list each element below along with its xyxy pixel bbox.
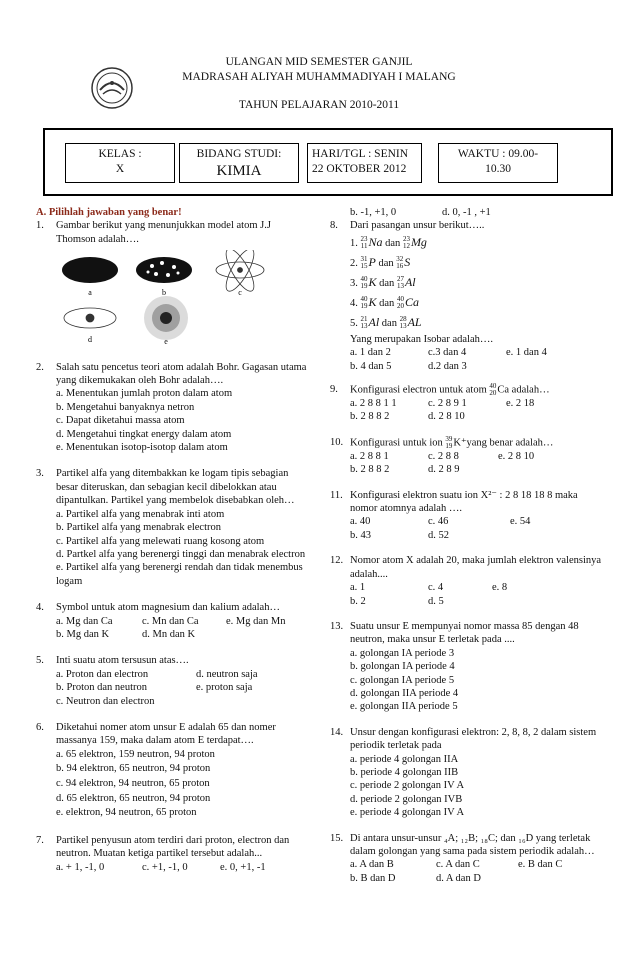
hari-label: HARI/TGL : SENIN <box>312 148 409 160</box>
q10-opts-row1 <box>330 450 606 463</box>
q8-pair-b-symbol: Al <box>404 274 416 289</box>
q15-opt-e: e. B dan C <box>518 859 563 871</box>
q8-pair-connector: dan <box>379 297 395 309</box>
q2-opt-a: a. Menentukan jumlah proton dalam atom <box>56 388 233 400</box>
q9-opt-e: e. 2 18 <box>506 398 535 410</box>
q8-opt-d: d.2 dan 3 <box>428 360 467 372</box>
q8-pair-b-isotope <box>397 296 404 310</box>
header-line1: ULANGAN MID SEMESTER GANJIL <box>225 56 413 68</box>
q6-opt-a: a. 65 elektron, 159 neutron, 94 proton <box>56 748 215 760</box>
q13-opt-e: e. golongan IIA periode 5 <box>350 701 458 713</box>
q12-opt-b: b. 2 <box>350 595 366 607</box>
atom-model-a <box>62 257 118 283</box>
q8-pair-a-symbol: K <box>368 274 377 289</box>
q14-opt-d: d. periode 2 golongan IVB <box>350 793 463 805</box>
q9-opt-c: c. 2 8 9 1 <box>428 398 467 410</box>
q12-number: 12. <box>330 555 344 567</box>
q13-opt-b: b. golongan IA periode 4 <box>350 661 455 673</box>
q3-opt-b: b. Partikel alfa yang menabrak electron <box>56 522 222 534</box>
q4-opt-c: c. Mn dan Ca <box>142 615 199 627</box>
q8-pair-connector: dan <box>381 317 397 329</box>
q8-pair-a-num: 19 <box>360 282 368 291</box>
q12-opt-e: e. 8 <box>492 582 508 594</box>
kelas-value: X <box>115 163 125 175</box>
q11-number: 11. <box>330 489 343 501</box>
q8-pair-number: 2. <box>350 257 358 269</box>
q2-number: 2. <box>36 361 44 373</box>
q1-number: 1. <box>36 220 44 232</box>
kelas-cell <box>65 143 175 183</box>
q11-text: Konfigurasi elektron suatu ion X²⁻ : 2 8 18 18 8 maka nomor atomnya adalah …. <box>350 489 578 515</box>
q7-opt-c: c. +1, -1, 0 <box>142 861 188 873</box>
q2-opt-b: b. Mengetahui banyaknya netron <box>56 401 195 413</box>
q13-opt-c: c. golongan IA periode 5 <box>350 674 455 686</box>
q15-opt-a: a. A dan B <box>350 859 394 871</box>
q13-opt-d: d. golongan IIA periode 4 <box>350 687 459 699</box>
q5-opts-row2 <box>36 681 308 694</box>
header-line2: MADRASAH ALIYAH MUHAMMADIYAH I MALANG <box>182 71 456 83</box>
right-column <box>330 206 606 885</box>
q8-pair-b-num: 13 <box>396 282 404 291</box>
q12-opt-d: d. 5 <box>428 595 444 607</box>
atom-label-b: b <box>162 288 166 298</box>
q11-opt-a: a. 40 <box>350 516 371 528</box>
q1-text: Gambar berikut yang menunjukkan model atom J.J Thomson adalah…. <box>56 220 271 245</box>
q8-pair-1 <box>330 233 606 253</box>
q8-pair-b-symbol: Ca <box>404 294 419 309</box>
q5-opt-b: b. Proton dan neutron <box>56 682 147 694</box>
q6-opt-b: b. 94 elektron, 65 neutron, 94 proton <box>56 763 211 775</box>
bidang-cell <box>179 143 299 183</box>
q11-opt-e: e. 54 <box>510 516 531 528</box>
q8-pair-a-isotope <box>361 296 368 310</box>
q14-opt-c: c. periode 2 golongan IV A <box>350 780 465 792</box>
q8-pair-a-symbol: Na <box>368 234 383 249</box>
q9-opt-a: a. 2 8 8 1 1 <box>350 398 397 410</box>
q7-opt-d: d. 0, -1 , +1 <box>442 207 491 218</box>
header-line3: TAHUN PELAJARAN 2010-2011 <box>238 99 400 111</box>
q15-opts-row2 <box>330 872 606 885</box>
q3-opt-e: e. Partikel alfa yang berenergi rendah dan tidak menembus logam <box>56 562 303 587</box>
waktu-label: WAKTU : 09.00- <box>457 148 539 160</box>
q8-opt-a: a. 1 dan 2 <box>350 347 391 359</box>
q8-pair-number: 3. <box>350 277 358 289</box>
q5-opt-c: c. Neutron dan electron <box>56 695 155 707</box>
q3-opt-c: c. Partikel alfa yang melewati ruang kosong atom <box>56 535 265 547</box>
q8-pair-a-symbol: P <box>368 254 376 269</box>
q8-pair-number: 1. <box>350 237 358 249</box>
q4-opt-a: a. Mg dan Ca <box>56 615 113 627</box>
waktu-value: 10.30 <box>485 163 511 175</box>
q9-opt-b: b. 2 8 8 2 <box>350 411 390 423</box>
q5-text: Inti suatu atom tersusun atas…. <box>56 655 189 667</box>
q15-opts-row1 <box>330 858 606 871</box>
question-10 <box>330 436 606 450</box>
question-6 <box>36 721 308 748</box>
q7-text: Partikel penyusun atom terdiri dari proton, electron dan neutron. Muatan ketiga partikel tersebut adalah... <box>56 834 290 860</box>
q2-opt-d: d. Mengetahui tingkat energy dalam atom <box>56 428 232 440</box>
q10-opt-b: b. 2 8 8 2 <box>350 464 390 476</box>
q14-text: Unsur dengan konfigurasi elektron: 2, 8, 8, 2 dalam sistem periodik terletak pada <box>350 726 597 752</box>
q10-opt-d: d. 2 8 9 <box>428 464 460 476</box>
atom-label-d: d <box>88 335 92 345</box>
q10-tail: K⁺yang benar adalah… <box>453 437 554 449</box>
question-13 <box>330 620 606 647</box>
q4-number: 4. <box>36 602 44 614</box>
q7-opts-row1 <box>36 861 308 874</box>
q5-opt-e: e. proton saja <box>196 682 253 694</box>
q8-pair-a-num: 11 <box>360 242 368 251</box>
q4-opts-row2 <box>36 628 308 641</box>
q8-pair-b-mass: 32 <box>396 255 404 264</box>
q6-number: 6. <box>36 721 44 733</box>
q8-pair-a-num: 19 <box>360 302 368 311</box>
q8-pair-b-num: 12 <box>402 242 410 251</box>
q10-opt-e: e. 2 8 10 <box>498 450 535 462</box>
q8-number: 8. <box>330 220 338 232</box>
q12-opt-a: a. 1 <box>350 582 366 594</box>
q9-number: 9. <box>330 384 338 396</box>
q8-pair-connector: dan <box>379 277 395 289</box>
q7-opt-b: b. -1, +1, 0 <box>350 207 397 218</box>
q8-pair-b-num: 13 <box>399 322 407 331</box>
q9-opts-row1 <box>330 397 606 410</box>
q15-opt-d: d. A dan D <box>436 872 481 884</box>
q14-opt-b: b. periode 4 golongan IIB <box>350 766 459 778</box>
q6-opt-e: e. elektron, 94 neutron, 65 proton <box>56 807 197 819</box>
q8-opts-row1 <box>330 346 606 359</box>
q9-isotope <box>489 383 496 397</box>
q14-opt-a: a. periode 4 golongan IIA <box>350 753 459 765</box>
q3-opt-d: d. Partkel alfa yang berenergi tinggi dan menabrak electron <box>56 548 306 560</box>
q12-opt-c: c. 4 <box>428 582 444 594</box>
q8-pair-a-isotope <box>361 236 368 250</box>
q12-opts-row2 <box>330 595 606 608</box>
q15-text: Di antara unsur-unsur ₄A; ₁₂B; ₁₈C; dan ₁₆D yang terletak dalam golongan yang sama pada sistem periodik adalah… <box>350 832 595 857</box>
atom-model-d <box>64 308 116 328</box>
q15-opt-c: c. A dan C <box>436 859 480 871</box>
section-heading: A. Pilihlah jawaban yang benar! <box>36 207 182 218</box>
q11-opts-row1 <box>330 515 606 528</box>
hari-value: 22 OKTOBER 2012 <box>312 163 407 175</box>
q4-opt-d: d. Mn dan K <box>142 628 196 640</box>
q8-pair-connector: dan <box>385 237 401 249</box>
question-7 <box>36 834 308 861</box>
q4-opt-e: e. Mg dan Mn <box>226 615 286 627</box>
q8-opt-c: c.3 dan 4 <box>428 347 467 359</box>
question-14 <box>330 726 606 753</box>
q8-pair-a-isotope <box>361 276 368 290</box>
q11-opts-row2 <box>330 529 606 542</box>
q10-text: Konfigurasi untuk ion <box>350 437 443 449</box>
q13-text: Suatu unsur E mempunyai nomor massa 85 dengan 48 neutron, maka unsur E terletak pada .... <box>350 620 579 646</box>
q8-pair-a-mass: 23 <box>360 235 368 244</box>
question-11 <box>330 489 606 516</box>
info-box <box>43 128 613 196</box>
bidang-label: BIDANG STUDI: <box>196 148 282 160</box>
q10-opt-c: c. 2 8 8 <box>428 450 459 462</box>
question-4 <box>36 601 308 614</box>
q9-tail: Ca adalah… <box>497 384 550 396</box>
q8-pair-4 <box>330 293 606 313</box>
q14-number: 14. <box>330 726 344 738</box>
q4-opts-row1 <box>36 615 308 628</box>
q10-num: 19 <box>445 441 453 450</box>
bidang-value: KIMIA <box>216 163 262 179</box>
q8-pair-connector: dan <box>378 257 394 269</box>
q8-pair-b-isotope <box>397 276 404 290</box>
q8-pair-a-mass: 40 <box>360 275 368 284</box>
q2-opt-e: e. Menentukan isotop-isotop dalam atom <box>56 442 228 454</box>
q8-pair-number: 5. <box>350 317 358 329</box>
waktu-cell <box>438 143 558 183</box>
q8-pair-b-mass: 27 <box>396 275 404 284</box>
q8-pair-b-mass: 23 <box>402 235 410 244</box>
q5-opt-d: d. neutron saja <box>196 668 258 680</box>
q10-mass: 39 <box>445 434 453 443</box>
question-2 <box>36 361 308 388</box>
q9-opts-row2 <box>330 410 606 423</box>
q11-opt-b: b. 43 <box>350 529 371 541</box>
q8-pair-a-mass: 31 <box>360 255 368 264</box>
q8-question: Yang merupakan Isobar adalah…. <box>350 333 493 345</box>
q8-pair-a-num: 13 <box>360 322 368 331</box>
q3-number: 3. <box>36 468 44 480</box>
q8-pair-3 <box>330 273 606 293</box>
q8-pair-a-mass: 40 <box>360 295 368 304</box>
q8-opt-e: e. 1 dan 4 <box>506 347 547 359</box>
q8-pair-b-mass: 40 <box>396 295 404 304</box>
q8-pair-2 <box>330 253 606 273</box>
q6-opt-c: c. 94 elektron, 94 neutron, 65 proton <box>56 777 210 789</box>
q11-opt-d: d. 52 <box>428 529 449 541</box>
q8-pair-b-symbol: AL <box>407 314 422 329</box>
q7-opt-a: a. + 1, -1, 0 <box>56 861 105 873</box>
q8-pair-b-symbol: S <box>404 254 411 269</box>
q15-number: 15. <box>330 832 344 844</box>
q3-opt-a: a. Partikel alfa yang menabrak inti atom <box>56 508 225 520</box>
question-9 <box>330 383 606 397</box>
atom-model-b <box>136 257 192 283</box>
q5-opts-row1 <box>36 668 308 681</box>
q8-pair-a-isotope <box>361 316 368 330</box>
q8-pair-5 <box>330 313 606 333</box>
q8-pair-b-num: 16 <box>396 262 404 271</box>
q10-number: 10. <box>330 436 344 448</box>
q8-pair-b-isotope <box>400 316 407 330</box>
q8-pair-b-symbol: Mg <box>410 234 427 249</box>
atom-label-e: e <box>164 337 168 347</box>
q9-mass: 40 <box>489 382 497 391</box>
q9-opt-d: d. 2 8 10 <box>428 411 465 423</box>
q10-isotope <box>445 436 452 450</box>
q5-number: 5. <box>36 655 44 667</box>
q10-opts-row2 <box>330 463 606 476</box>
q8-pair-a-isotope <box>361 256 368 270</box>
q13-number: 13. <box>330 620 344 632</box>
atom-label-a: a <box>88 288 92 298</box>
q13-opt-a: a. golongan IA periode 3 <box>350 647 455 659</box>
q14-opt-e: e. periode 4 golongan IV A <box>350 807 465 819</box>
q8-pair-a-num: 15 <box>360 262 368 271</box>
question-1 <box>36 219 308 246</box>
left-column <box>36 206 308 874</box>
q9-text: Konfigurasi electron untuk atom <box>350 384 487 396</box>
question-3 <box>36 467 308 507</box>
q8-opt-b: b. 4 dan 5 <box>350 360 392 372</box>
q11-opt-c: c. 46 <box>428 516 449 528</box>
atom-model-e <box>144 296 188 340</box>
q7-number: 7. <box>36 834 44 846</box>
q2-opt-c: c. Dapat diketahui massa atom <box>56 415 185 427</box>
q5-opt-a: a. Proton dan electron <box>56 668 149 680</box>
atom-models-figure <box>56 250 306 346</box>
q8-text: Dari pasangan unsur berikut….. <box>350 220 485 232</box>
q8-pair-b-isotope <box>396 256 403 270</box>
q10-opt-a: a. 2 8 8 1 <box>350 450 389 462</box>
q8-pair-a-symbol: Al <box>368 314 380 329</box>
q4-opt-b: b. Mg dan K <box>56 628 110 640</box>
q12-text: Nomor atom X adalah 20, maka jumlah elektron valensinya adalah.... <box>350 555 602 580</box>
q4-text: Symbol untuk atom magnesium dan kalium adalah… <box>56 602 280 614</box>
q8-pair-b-isotope <box>403 236 410 250</box>
q15-opt-b: b. B dan D <box>350 872 396 884</box>
question-12 <box>330 554 606 581</box>
atom-label-c: c <box>238 288 242 298</box>
question-15 <box>330 832 606 859</box>
q8-pair-a-mass: 21 <box>360 315 368 324</box>
q7-opt-e: e. 0, +1, -1 <box>220 861 266 873</box>
q8-pair-a-symbol: K <box>368 294 377 309</box>
q8-pair-number: 4. <box>350 297 358 309</box>
q8-opts-row2 <box>330 360 606 373</box>
question-8 <box>330 219 606 232</box>
q8-pair-b-mass: 28 <box>399 315 407 324</box>
q3-text: Partikel alfa yang ditembakkan ke logam tipis sebagian besar diteruskan, dan sebagian kecil dibelokkan atau dipantulkan. Partikel yang membelok disebabkan oleh… <box>56 468 295 507</box>
hari-cell <box>307 143 422 183</box>
kelas-label: KELAS : <box>98 148 142 160</box>
q7-opts-row2 <box>330 206 606 219</box>
q2-text: Salah satu pencetus teori atom adalah Bohr. Gagasan utama yang dikemukakan oleh Bohr adalah…. <box>56 361 307 387</box>
q8-pairs <box>330 233 606 333</box>
q12-opts-row1 <box>330 581 606 594</box>
q6-opt-d: d. 65 elektron, 65 neutron, 94 proton <box>56 792 211 804</box>
q9-num: 20 <box>489 389 497 398</box>
question-5 <box>36 654 308 667</box>
q6-text: Diketahui nomer atom unsur E adalah 65 dan nomer massanya 159, maka dalam atom E terdapat…. <box>56 721 276 747</box>
q8-pair-b-num: 20 <box>396 302 404 311</box>
